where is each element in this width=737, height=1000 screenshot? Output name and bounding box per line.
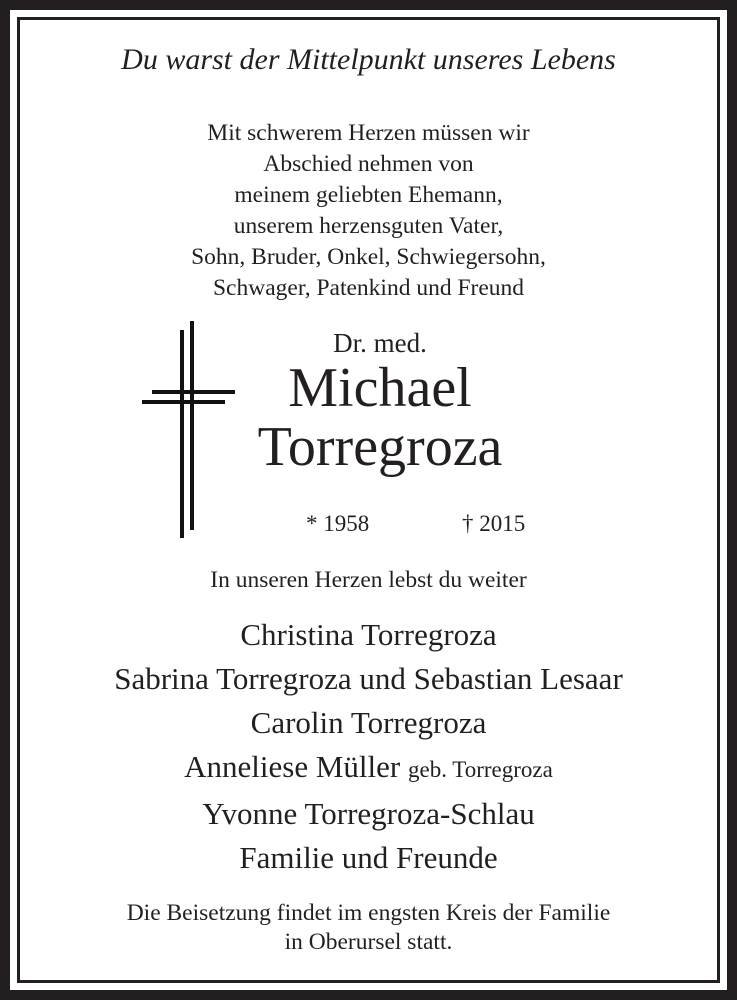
mourner: Carolin Torregroza (250, 705, 487, 740)
subheading: In unseren Herzen lebst du weiter (210, 567, 527, 593)
mourner-name: Anneliese Müller (184, 749, 401, 784)
mourners-list (10, 613, 727, 880)
intro-line: Schwager, Patenkind und Freund (212, 275, 525, 301)
deceased-first-name: Michael (288, 357, 472, 419)
motto: Du warst der Mittelpunkt unseres Lebens (121, 43, 616, 76)
intro-line: Abschied nehmen von (263, 151, 474, 177)
mourner: Sabrina Torregroza und Sebastian Lesaar (114, 661, 623, 696)
mourner-note: geb. Torregroza (407, 757, 553, 782)
intro-line: unserem herzensguten Vater, (233, 213, 504, 239)
deceased-last-name: Torregroza (257, 416, 503, 478)
mourner: Christina Torregroza (240, 617, 497, 652)
funeral-line: in Oberursel statt. (284, 929, 453, 955)
death-year: † 2015 (462, 511, 526, 536)
intro-line: meinem geliebten Ehemann, (234, 182, 503, 208)
funeral-line: Die Beisetzung findet im engsten Kreis der Familie (126, 900, 611, 926)
intro-text (10, 118, 727, 304)
intro-line: Sohn, Bruder, Onkel, Schwiegersohn, (191, 244, 546, 270)
mourner (10, 745, 727, 792)
mourner: Familie und Freunde (239, 840, 498, 875)
intro-line: Mit schwerem Herzen müssen wir (207, 120, 530, 146)
birth-year: * 1958 (306, 511, 370, 536)
deceased-title: Dr. med. (333, 328, 427, 358)
notice-frame (10, 10, 727, 990)
funeral-note (10, 899, 727, 957)
mourner: Yvonne Torregroza-Schlau (202, 796, 535, 831)
